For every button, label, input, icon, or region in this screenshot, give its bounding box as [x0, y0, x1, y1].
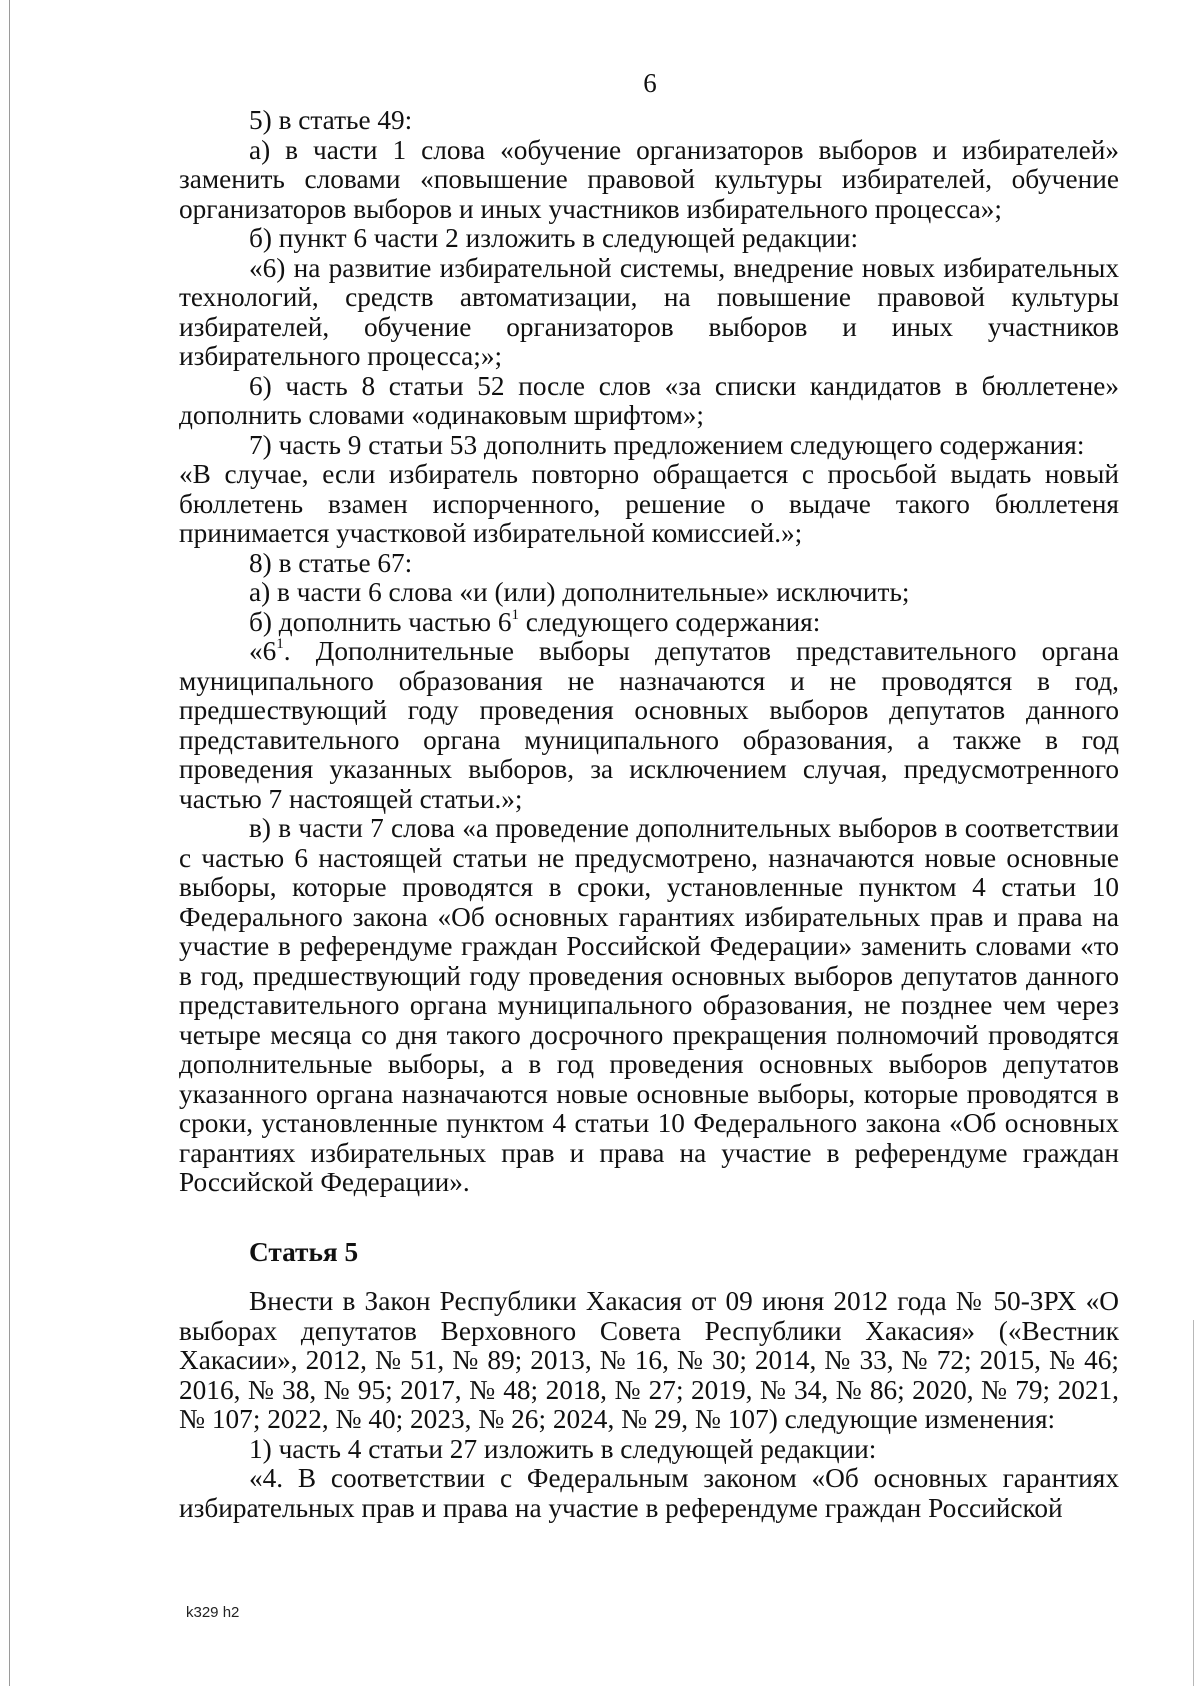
paragraph-quoted-point-6: «6) на развитие избирательной системы, внедрение новых избирательных технологий, средств автоматизации, на повышение правовой культуры избирателей, обучение организаторов выборов и иных участников избирательного процесса;»; [179, 252, 1119, 371]
text-run: «6 [249, 636, 277, 666]
paragraph-subitem-b-2 [179, 608, 1119, 638]
paragraph-subitem-v: в) в части 7 слова «а проведение дополнительных выборов в соответствии с частью 6 настоящей статьи не предусмотрено, назначаются новые основные выборы, которые проводятся в сроки, установленные пунктом 4 статьи 10 Федерального закона «Об основных гарантиях избирательных прав и права на участие в референдуме граждан Российской Федерации» заменить словами «то в год, предшествующий году проведения основных выборов депутатов данного представительного органа муниципального образования, не позднее чем через четыре месяца со дня такого досрочного прекращения полномочий проводятся дополнительные выборы, а в год проведения основных выборов депутатов указанного органа назначаются новые основные выборы, которые проводятся в сроки, установленные пунктом 4 статьи 10 Федерального закона «Об основных гарантиях избирательных прав и права на участие в референдуме граждан Российской Федерации». [179, 813, 1119, 1197]
text-run: следующего содержания: [518, 606, 821, 637]
paragraph-quoted-part-4: «4. В соответствии с Федеральным законом «Об основных гарантиях избирательных прав и права на участие в референдуме граждан Российской [179, 1463, 1119, 1523]
paragraph-subitem-a: а) в части 1 слова «обучение организаторов выборов и избирателей» заменить словами «повышение правовой культуры избирателей, обучение организаторов выборов и иных участников избирательного процесса»; [179, 134, 1119, 224]
text-run: . Дополнительные выборы депутатов представительного органа муниципального образования не назначаются и не проводятся в год, предшествующий году проведения основных выборов депутатов данного представительного органа муниципального образования, а также в год проведения указанных выборов, за исключением случая, предусмотренного частью 7 настоящей статьи.»; [179, 636, 1119, 814]
document-body [179, 106, 1119, 1523]
superscript: 1 [276, 636, 284, 652]
paragraph-quoted-part-6-1 [179, 637, 1119, 814]
paragraph-subitem-b: б) пункт 6 части 2 изложить в следующей редакции: [249, 223, 859, 253]
paragraph-item-5: 5) в статье 49: [249, 105, 413, 135]
scan-right-edge-line [1193, 1320, 1194, 1686]
paragraph-quoted-sentence: «В случае, если избиратель повторно обращается с просьбой выдать новый бюллетень взамен испорченного, решение о выдаче такого бюллетеня принимается участковой избирательной комиссией.»; [179, 459, 1119, 548]
superscript: 1 [511, 606, 519, 623]
paragraph-item-1: 1) часть 4 статьи 27 изложить в следующей редакции: [249, 1433, 877, 1464]
text-run: б) дополнить частью 6 [249, 606, 512, 637]
paragraph-article-5-intro: Внести в Закон Республики Хакасия от 09 июня 2012 года № 50-ЗРХ «О выборах депутатов Верховного Совета Республики Хакасия» («Вестник Хакасии», 2012, № 51, № 89; 2013, № 16, № 30; 2014, № 33, № 72; 2015, № 46; 2016, № 38, № 95; 2017, № 48; 2018, № 27; 2019, № 34, № 86; 2020, № 79; 2021, № 107; 2022, № 40; 2023, № 26; 2024, № 29, № 107) следующие изменения: [179, 1286, 1119, 1434]
scan-left-edge-line [9, 0, 10, 1686]
paragraph-subitem-a-2: а) в части 6 слова «и (или) дополнительные» исключить; [249, 577, 910, 607]
paragraph-item-6: 6) часть 8 статьи 52 после слов «за списки кандидатов в бюллетене» дополнить словами «одинаковым шрифтом»; [179, 370, 1119, 430]
article-5-heading: Статья 5 [249, 1236, 359, 1267]
paragraph-item-7: 7) часть 9 статьи 53 дополнить предложением следующего содержания: [249, 429, 1085, 460]
footer-document-code: k329 h2 [186, 1604, 240, 1621]
page-number: 6 [643, 68, 657, 98]
paragraph-item-8: 8) в статье 67: [249, 547, 413, 578]
